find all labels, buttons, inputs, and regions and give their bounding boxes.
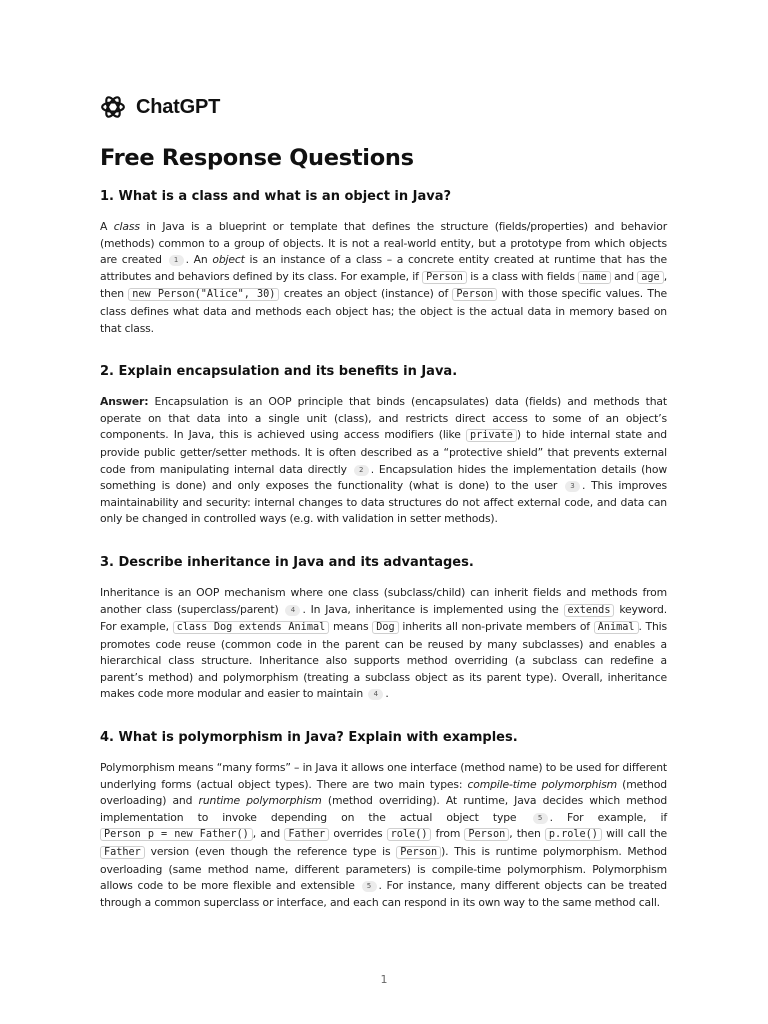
question-section-3 <box>100 554 667 703</box>
text-run: Polymorphism means “many forms” – in Java it allows one interface (method name) to be used for different underlying forms (actual object types). There are two main types: <box>100 761 667 791</box>
document-page <box>100 94 667 911</box>
text-run: inherits all non-private members of <box>398 620 594 634</box>
emphasis-text: object <box>212 253 245 267</box>
inline-code: age <box>637 271 663 284</box>
text-run: creates an object (instance) of <box>279 287 453 301</box>
citation-badge[interactable]: 3 <box>565 481 580 492</box>
question-heading: 1. What is a class and what is an object in Java? <box>100 189 452 204</box>
question-section-1 <box>100 188 667 337</box>
text-run: A <box>100 220 114 233</box>
inline-code: extends <box>564 604 615 617</box>
question-heading: 4. What is polymorphism in Java? Explain with examples. <box>100 730 518 746</box>
inline-code: name <box>578 271 611 284</box>
brand-name: ChatGPT <box>136 95 221 118</box>
document-title: Free Response Questions <box>100 145 414 171</box>
text-run: is a class with fields <box>466 269 579 283</box>
text-run: ) to hide internal state and provide public getter/setter methods. It is often described as a “protective shield” that prevents external code from manipulating internal data directly <box>100 428 667 476</box>
text-run: is an instance of a class – a concrete entity created at runtime that has the attributes and behaviors defined by its class. For example, if <box>100 253 667 283</box>
inline-code: Animal <box>594 621 639 634</box>
text-run: . For example, if <box>549 810 667 824</box>
text-run: . <box>385 687 389 701</box>
citation-badge[interactable]: 5 <box>533 813 548 824</box>
text-run: . This improves maintainability and security: internal changes to data structures do not affect external code, and data can only be changed in controlled ways (e.g. with validation in setter methods). <box>100 479 667 526</box>
brand-header <box>100 94 667 120</box>
inline-code: Person <box>452 288 497 301</box>
text-run: , and <box>252 827 285 841</box>
emphasis-text: runtime polymorphism <box>198 794 322 808</box>
text-run: with those specific values. The class defines what data and methods each object has; the object is the actual data in memory based on that class. <box>100 287 668 335</box>
text-run: . In Java, inheritance is implemented using the <box>302 602 564 616</box>
citation-badge[interactable]: 1 <box>169 255 184 266</box>
inline-code: Dog <box>372 621 398 634</box>
text-run: Inheritance is an OOP mechanism where one class (subclass/child) can inherit fields and methods from another class (superclass/parent) <box>100 585 667 616</box>
citation-badge[interactable]: 2 <box>354 465 369 476</box>
text-run: . Encapsulation hides the implementation details (how something is done) and only exposes the functionality (what is done) to the user <box>100 462 667 493</box>
text-run: . This promotes code reuse (common code in the parent can be reused by many subclasses) and enables a hierarchical class structure. Inheritance also supports method overriding (a subclass can redefine a parent’s method) and polymorphism (treating a subclass object as its parent type). Overall, inheritance makes code more modular and easier to maintain <box>100 620 668 701</box>
text-run: in Java is a blueprint or template that defines the structure (fields/properties) and behavior (methods) common to a group of objects. It is not a real-world entity, but a prototype from which objects are created <box>100 220 667 267</box>
text-run: , then <box>100 269 667 301</box>
emphasis-text: compile-time polymorphism <box>467 777 618 791</box>
inline-code: role() <box>387 828 432 841</box>
text-run: and <box>610 269 638 283</box>
answer-label: Answer: <box>100 395 149 409</box>
inline-code: new Person("Alice", 30) <box>128 288 279 301</box>
citation-badge[interactable]: 5 <box>362 881 377 892</box>
answer-paragraph <box>100 219 667 337</box>
question-heading: 3. Describe inheritance in Java and its advantages. <box>100 554 474 570</box>
answer-paragraph <box>100 394 667 528</box>
openai-logo-icon <box>100 94 126 120</box>
question-heading: 2. Explain encapsulation and its benefits in Java. <box>100 364 458 380</box>
inline-code: Person <box>396 846 441 859</box>
answer-paragraph <box>100 585 667 703</box>
text-run: (method overriding). At runtime, Java decides which method implementation to invoke depending on the actual object type <box>100 794 668 824</box>
question-section-2 <box>100 363 667 528</box>
text-run: means <box>329 620 373 634</box>
text-run: version (even though the reference type is <box>144 845 397 859</box>
inline-code: Father <box>284 828 329 841</box>
inline-code: Person <box>464 828 509 841</box>
text-run: . An <box>185 253 213 267</box>
emphasis-text: class <box>113 220 140 233</box>
answer-paragraph <box>100 760 667 911</box>
text-run: (method overloading) and <box>100 777 667 808</box>
citation-badge[interactable]: 4 <box>368 689 383 700</box>
citation-badge[interactable]: 4 <box>285 605 300 616</box>
text-run: . For instance, many different objects can be treated through a common superclass or interface, and each can respond in its own way to the same method call. <box>100 879 668 909</box>
text-run: Encapsulation is an OOP principle that binds (encapsulates) data (fields) and methods that operate on that data into a single unit (class), and restricts direct access to some of an object’s components. In Java, this is achieved using access modifiers (like <box>100 395 667 442</box>
question-section-4 <box>100 729 667 911</box>
text-run: ). This is runtime polymorphism. Method overloading (same method name, different parameters) is compile-time polymorphism. Polymorphism allows code to be more flexible and extensible <box>100 845 667 893</box>
text-run: keyword. For example, <box>100 602 668 634</box>
inline-code: p.role() <box>545 828 602 841</box>
inline-code: private <box>466 429 517 442</box>
page-number: 1 <box>380 973 388 986</box>
inline-code: Person p = new Father() <box>100 828 253 841</box>
inline-code: Father <box>100 846 145 859</box>
inline-code: class Dog extends Animal <box>173 621 330 634</box>
text-run: overrides <box>329 827 387 841</box>
text-run: from <box>431 827 465 841</box>
text-run: will call the <box>601 827 668 841</box>
text-run: , then <box>509 827 545 841</box>
inline-code: Person <box>422 271 467 284</box>
